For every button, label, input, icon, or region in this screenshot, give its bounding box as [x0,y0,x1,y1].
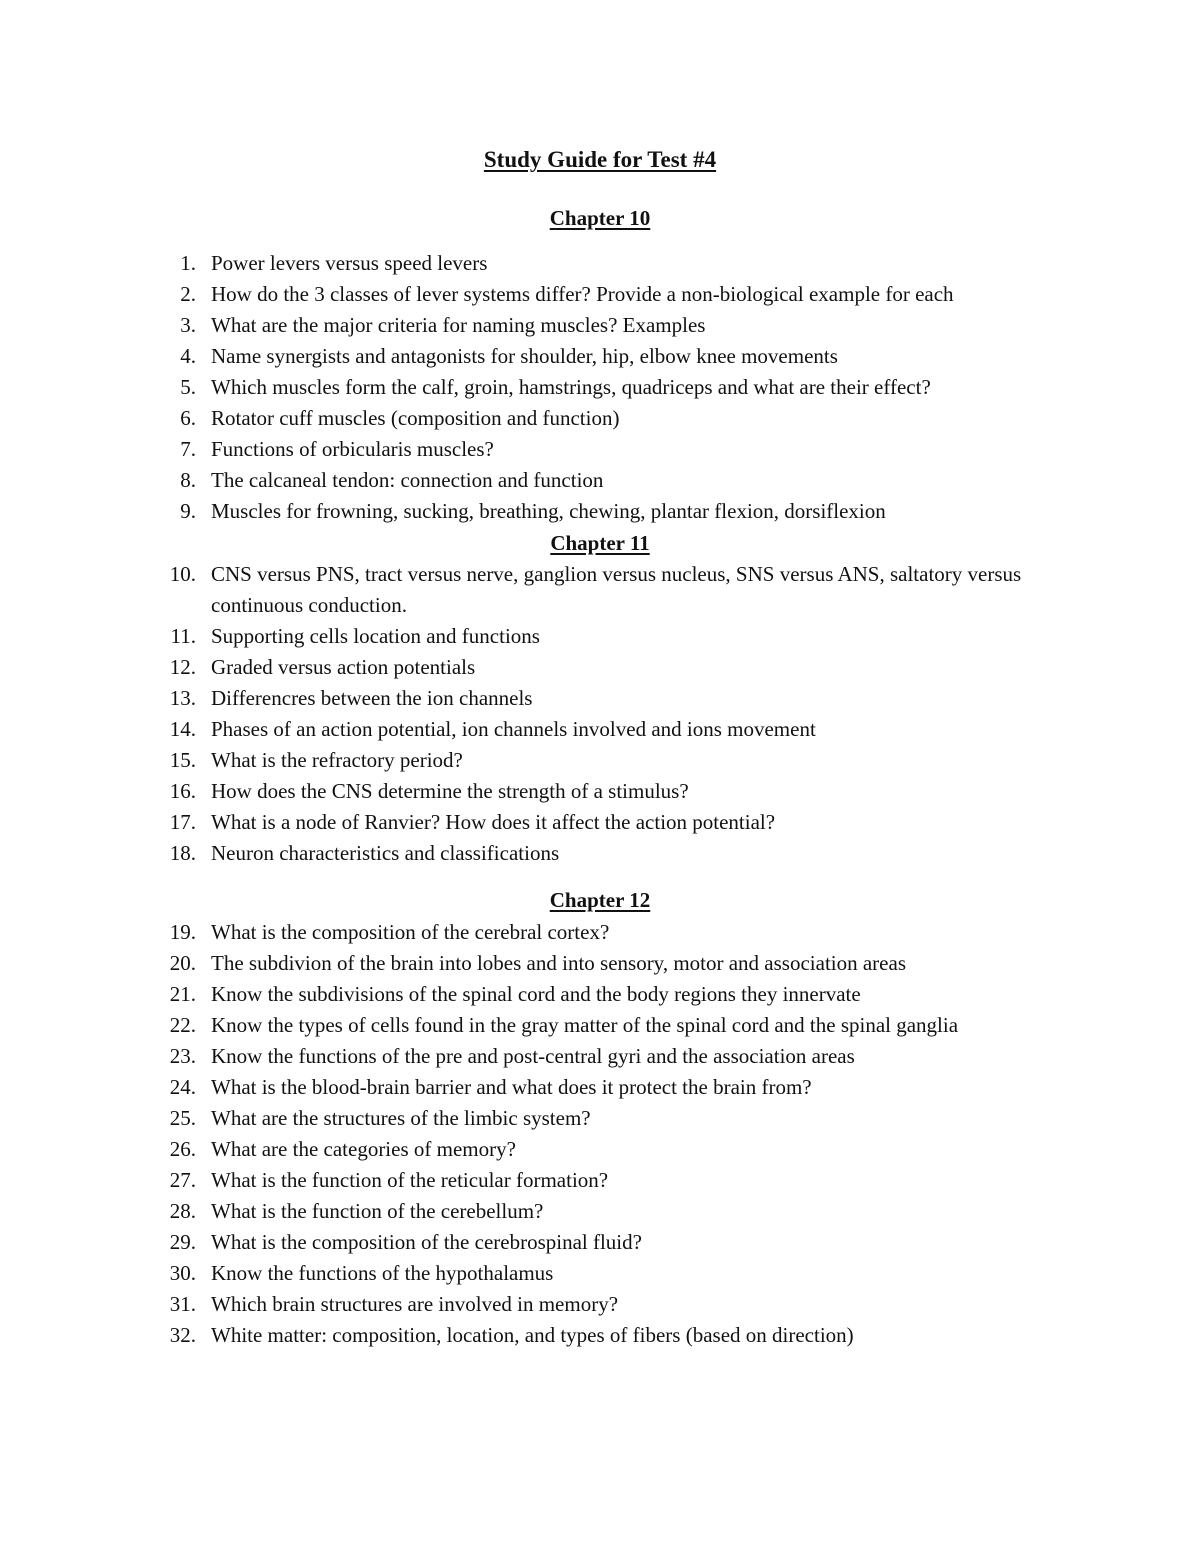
item-text: Which muscles form the calf, groin, hamstrings, quadriceps and what are their effect? [211,375,931,399]
list-item [0,341,1200,372]
list-item [0,807,1200,838]
chapter-12-list [0,917,1200,1351]
page-title: Study Guide for Test #4 [483,147,717,172]
item-number: 19. [169,920,196,944]
item-text: Differencres between the ion channels [211,686,533,710]
chapter-heading-12: Chapter 12 [549,888,651,912]
item-text: How does the CNS determine the strength of a stimulus? [211,779,689,803]
item-number: 11. [170,624,196,648]
item-number: 30. [169,1261,196,1285]
chapter-10-list [0,248,1200,527]
item-text: What is the composition of the cerebrospinal fluid? [211,1230,642,1254]
list-item [0,248,1200,279]
list-item [0,559,1200,621]
item-number: 27. [169,1168,196,1192]
item-number: 15. [169,748,196,772]
item-text: Power levers versus speed levers [211,251,488,275]
list-item [0,1320,1200,1351]
item-text: What are the categories of memory? [211,1137,516,1161]
item-text: Rotator cuff muscles (composition and function) [211,406,620,430]
item-number: 9. [180,499,196,523]
item-number: 4. [180,344,196,368]
list-item [0,917,1200,948]
list-item [0,714,1200,745]
item-number: 22. [169,1013,196,1037]
item-text: Phases of an action potential, ion channels involved and ions movement [211,717,816,741]
item-text: What is the function of the cerebellum? [211,1199,544,1223]
item-number: 12. [169,655,196,679]
item-text: Supporting cells location and functions [211,624,540,648]
item-text: How do the 3 classes of lever systems differ? Provide a non-biological example for each [211,282,954,306]
list-item [0,1258,1200,1289]
item-text: CNS versus PNS, tract versus nerve, ganglion versus nucleus, SNS versus ANS, saltatory versus continuous conduction. [211,562,1022,617]
list-item [0,652,1200,683]
item-text: Graded versus action potentials [211,655,476,679]
item-text: Neuron characteristics and classifications [211,841,560,865]
item-number: 13. [169,686,196,710]
list-item [0,1010,1200,1041]
list-item [0,683,1200,714]
item-text: What are the major criteria for naming muscles? Examples [211,313,706,337]
list-item [0,1227,1200,1258]
item-number: 21. [169,982,196,1006]
item-number: 7. [180,437,196,461]
chapter-heading-10: Chapter 10 [549,206,651,230]
list-item [0,310,1200,341]
list-item [0,1289,1200,1320]
list-item [0,776,1200,807]
chapter-heading-11: Chapter 11 [550,531,650,555]
list-item [0,279,1200,310]
item-text: Which brain structures are involved in memory? [211,1292,619,1316]
item-text: What is the composition of the cerebral cortex? [211,920,610,944]
item-number: 6. [180,406,196,430]
item-text: Know the types of cells found in the gray matter of the spinal cord and the spinal ganglia [211,1013,959,1037]
item-number: 31. [169,1292,196,1316]
list-item [0,372,1200,403]
item-text: Know the subdivisions of the spinal cord and the body regions they innervate [211,982,861,1006]
item-number: 28. [169,1199,196,1223]
item-number: 17. [169,810,196,834]
list-item [0,465,1200,496]
list-item [0,1072,1200,1103]
list-item [0,1041,1200,1072]
item-text: Functions of orbicularis muscles? [211,437,494,461]
list-item [0,621,1200,652]
item-text: Muscles for frowning, sucking, breathing, chewing, plantar flexion, dorsiflexion [211,499,886,523]
item-text: White matter: composition, location, and types of fibers (based on direction) [211,1323,854,1347]
item-text: Know the functions of the pre and post-central gyri and the association areas [211,1044,855,1068]
item-number: 8. [180,468,196,492]
item-number: 18. [169,841,196,865]
item-number: 16. [169,779,196,803]
list-item [0,948,1200,979]
item-number: 14. [169,717,196,741]
item-number: 25. [169,1106,196,1130]
item-text: Name synergists and antagonists for shoulder, hip, elbow knee movements [211,344,838,368]
item-number: 10. [169,562,196,586]
item-text: Know the functions of the hypothalamus [211,1261,554,1285]
item-number: 20. [169,951,196,975]
item-number: 2. [180,282,196,306]
item-number: 23. [169,1044,196,1068]
item-number: 26. [169,1137,196,1161]
list-item [0,1196,1200,1227]
item-text: The calcaneal tendon: connection and function [211,468,604,492]
item-number: 29. [169,1230,196,1254]
list-item [0,403,1200,434]
item-number: 32. [169,1323,196,1347]
list-item [0,979,1200,1010]
list-item [0,434,1200,465]
item-text: What is the refractory period? [211,748,463,772]
item-text: What are the structures of the limbic system? [211,1106,591,1130]
list-item [0,1165,1200,1196]
item-number: 3. [180,313,196,337]
list-item [0,838,1200,869]
list-item [0,1134,1200,1165]
list-item [0,745,1200,776]
chapter-11-list [0,559,1200,869]
item-number: 24. [169,1075,196,1099]
item-number: 1. [180,251,196,275]
item-text: What is the function of the reticular formation? [211,1168,609,1192]
item-text: The subdivion of the brain into lobes and into sensory, motor and association areas [211,951,906,975]
item-text: What is a node of Ranvier? How does it affect the action potential? [211,810,776,834]
list-item [0,496,1200,527]
list-item [0,1103,1200,1134]
item-text: What is the blood-brain barrier and what does it protect the brain from? [211,1075,812,1099]
item-number: 5. [180,375,196,399]
